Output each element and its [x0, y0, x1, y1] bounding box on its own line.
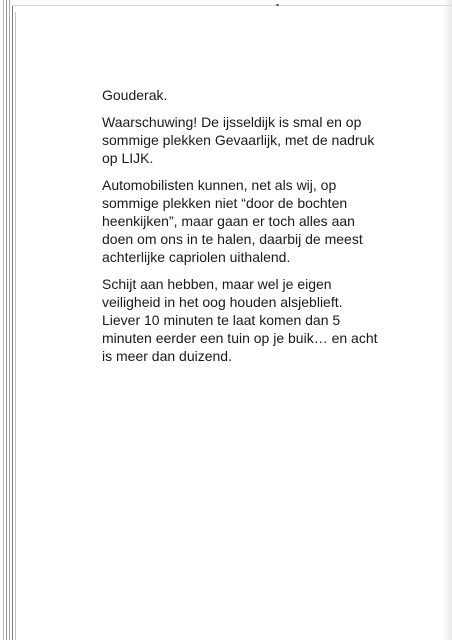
paragraph-motorists: Automobilisten kunnen, net als wij, op sommige plekken niet “door de bochten heenkijken”, maar gaan er toch alles aan doen om ons in te halen, daarbij de meest achterlijke capriolen uithalend.: [102, 177, 363, 265]
paragraph-warning: Waarschuwing! De ijsseldijk is smal en op sommige plekken Gevaarlijk, met de nadruk op LIJK.: [102, 114, 375, 166]
paper-edge: [15, 12, 16, 640]
page-shadow: [442, 0, 452, 640]
paper-edge: [9, 0, 10, 640]
paper-edge: [6, 0, 7, 640]
paper-edge: [12, 6, 13, 640]
paper-edge: [3, 0, 4, 640]
paper-top-edge: [12, 5, 452, 6]
paragraph-title: Gouderak.: [102, 87, 168, 103]
document-body: [102, 86, 402, 374]
paragraph-safety: Schijt aan hebben, maar wel je eigen veiligheid in het oog houden alsjeblieft. Liever 10 minuten te laat komen dan 5 minuten eerder een tuin op je buik… en acht is meer dan duizend.: [102, 276, 378, 364]
scan-speck: [276, 4, 279, 6]
